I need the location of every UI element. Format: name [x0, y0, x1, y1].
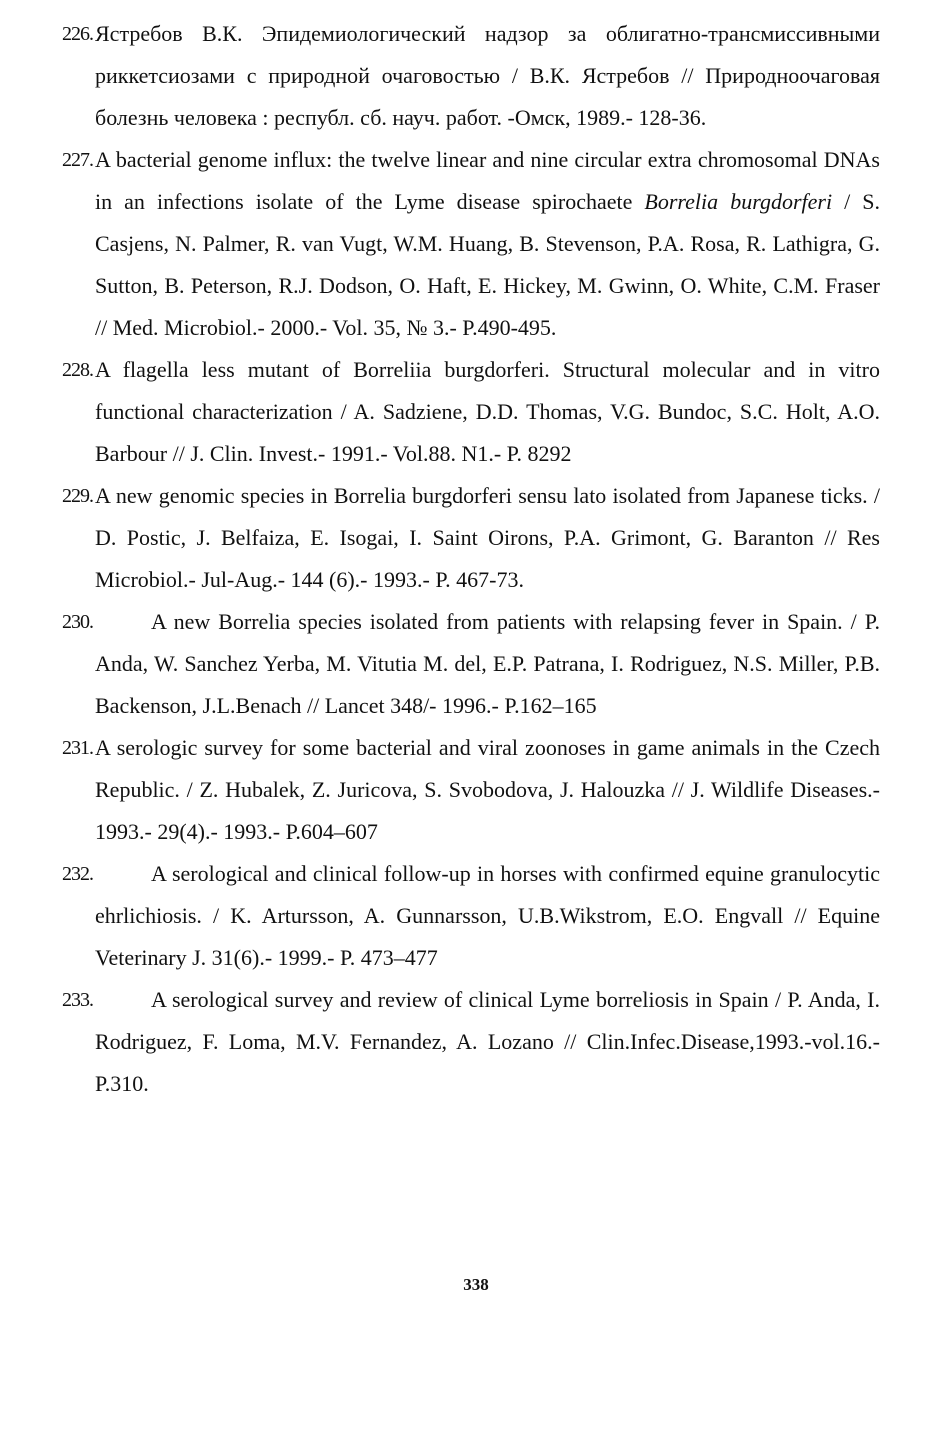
reference-item — [62, 727, 880, 853]
reference-text: A serological survey and review of clinical Lyme borreliosis in Spain / P. Anda, I. Rodriguez, F. Loma, M.V. Fernandez, A. Lozano // Clin.Infec.Disease,1993.-vol.16.-P.310. — [95, 987, 880, 1096]
reference-text: A flagella less mutant of Borreliia burgdorferi. Structural molecular and in vitro functional characterization / A. Sadziene, D.D. Thomas, V.G. Bundoc, S.C. Holt, A.O. Barbour // J. Clin. Invest.- 1991.- Vol.88. N1.- P. 8292 — [95, 357, 880, 466]
reference-number: 229. — [62, 485, 93, 507]
reference-number: 228. — [62, 359, 93, 381]
reference-item — [62, 475, 880, 601]
reference-number: 230. — [62, 611, 93, 633]
reference-item — [62, 13, 880, 139]
reference-number: 231. — [62, 737, 93, 759]
reference-text: Ястребов В.К. Эпидемиологический надзор за облигатно-трансмиссивными риккетсиозами с природной очаговостью / В.К. Ястребов // Природноочаговая болезнь человека : республ. сб. науч. работ. -Омск, 1989.- 128-36. — [95, 21, 880, 130]
reference-text: A new genomic species in Borrelia burgdorferi sensu lato isolated from Japanese ticks. / D. Postic, J. Belfaiza, E. Isogai, I. Saint Oirons, P.A. Grimont, G. Baranton // Res Microbiol.- Jul-Aug.- 144 (6).- 1993.- P. 467-73. — [95, 483, 880, 592]
page-number: 338 — [463, 1275, 489, 1294]
reference-number: 232. — [62, 863, 93, 885]
reference-number: 233. — [62, 989, 93, 1011]
reference-text: A new Borrelia species isolated from patients with relapsing fever in Spain. / P. Anda, W. Sanchez Yerba, M. Vitutia M. del, E.P. Patrana, I. Rodriguez, N.S. Miller, P.B. Backenson, J.L.Benach // Lancet 348/- 1996.- P.162–165 — [95, 609, 880, 718]
reference-item — [62, 979, 880, 1105]
reference-text: A serologic survey for some bacterial and viral zoonoses in game animals in the Czech Republic. / Z. Hubalek, Z. Juricova, S. Svobodova, J. Halouzka // J. Wildlife Diseases.- 1993.- 29(4).- 1993.- P.604–607 — [95, 735, 880, 844]
reference-item — [62, 349, 880, 475]
reference-text: A serological and clinical follow-up in horses with confirmed equine granulocytic ehrlichiosis. / K. Artursson, A. Gunnarsson, U.B.Wikstrom, E.O. Engvall // Equine Veterinary J. 31(6).- 1999.- P. 473–477 — [95, 861, 880, 970]
reference-number: 226. — [62, 23, 93, 45]
reference-item — [62, 601, 880, 727]
reference-list — [62, 13, 880, 1105]
reference-number: 227. — [62, 149, 93, 171]
reference-item — [62, 853, 880, 979]
reference-item — [62, 139, 880, 349]
reference-text: A bacterial genome influx: the twelve linear and nine circular extra chromosomal DNAs in an infections isolate of the Lyme disease spirochaete Borrelia burgdorferi / S. Casjens, N. Palmer, R. van Vugt, W.M. Huang, B. Stevenson, P.A. Rosa, R. Lathigra, G. Sutton, B. Peterson, R.J. Dodson, O. Haft, E. Hickey, M. Gwinn, O. White, C.M. Fraser // Med. Microbiol.- 2000.- Vol. 35, № 3.- P.490-495. — [95, 147, 880, 340]
